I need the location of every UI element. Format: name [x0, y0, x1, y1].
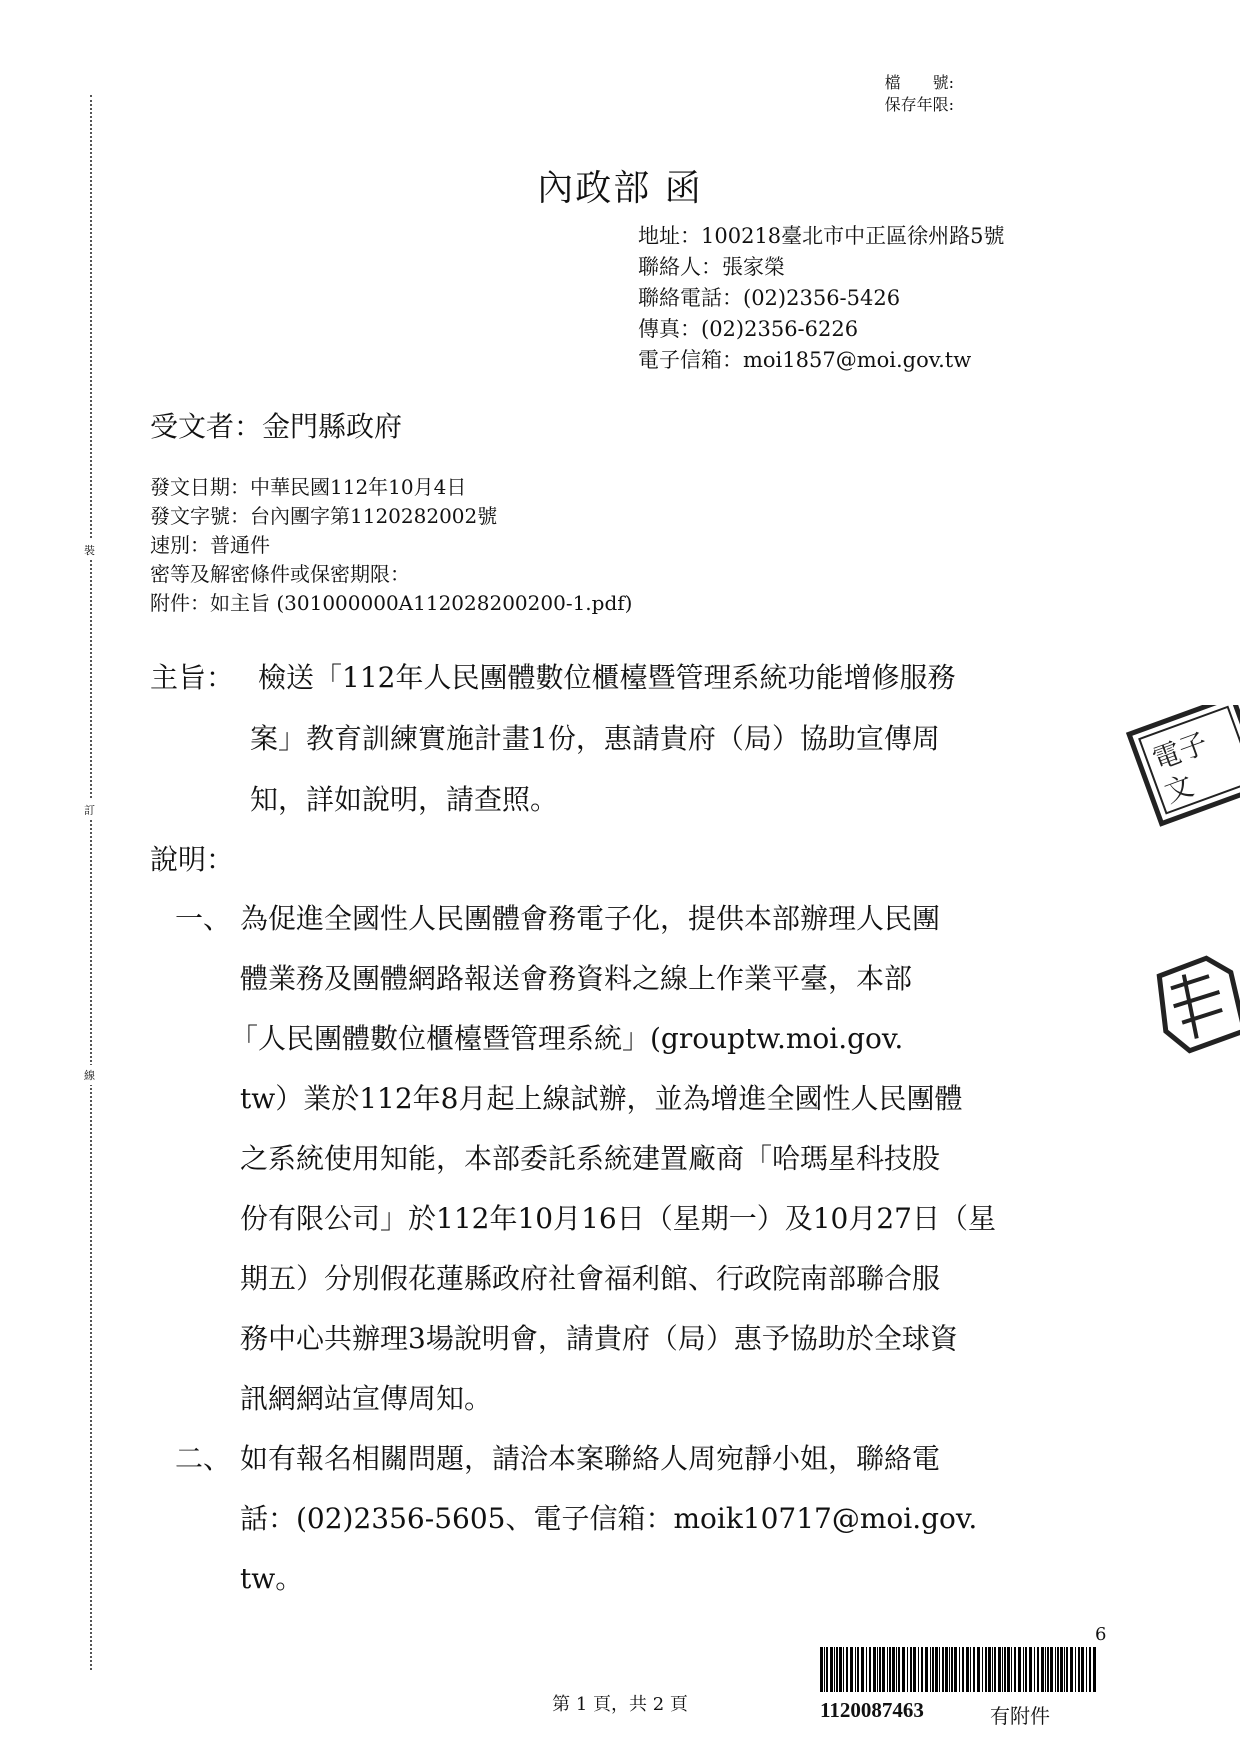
barcode-bar: [869, 1647, 871, 1692]
barcode-bar: [1050, 1647, 1053, 1692]
item-line: 務中心共辦理3場說明會，請貴府（局）惠予協助於全球資: [240, 1322, 958, 1355]
item-line: 之系統使用知能，本部委託系統建置廠商「哈瑪星科技股: [240, 1142, 941, 1175]
barcode-bar: [857, 1647, 859, 1692]
document-title: 內政部 函: [537, 168, 703, 209]
barcode-bar: [855, 1647, 856, 1692]
item-number: 二、: [175, 1442, 232, 1475]
barcode-bar: [882, 1647, 885, 1692]
barcode-bar: [988, 1647, 991, 1692]
barcode-bar: [1089, 1647, 1091, 1692]
subject-line: 檢送「112年人民團體數位櫃檯暨管理系統功能增修服務: [258, 661, 956, 694]
barcode-bar: [820, 1647, 823, 1692]
contact-email: 電子信箱：moi1857@moi.gov.tw: [638, 348, 972, 372]
barcode-bar: [966, 1647, 969, 1692]
barcode-bar: [1057, 1647, 1059, 1692]
item-line: 話：(02)2356-5605、電子信箱：moik10717@moi.gov.: [240, 1502, 978, 1535]
attachment-flag: 有附件: [990, 1704, 1050, 1728]
barcode-bar: [1064, 1647, 1065, 1692]
subject-line: 案」教育訓練實施計畫1份，惠請貴府（局）協助宣傳周: [250, 722, 940, 755]
item-line: tw）業於112年8月起上線試辦，並為增進全國性人民團體: [240, 1082, 963, 1115]
barcode-bar: [887, 1647, 888, 1692]
barcode-bar: [1047, 1647, 1049, 1692]
issue-date: 發文日期：中華民國112年10月4日: [150, 475, 467, 499]
barcode-bar: [977, 1647, 980, 1692]
barcode-bar: [839, 1647, 842, 1692]
barcode-bar: [834, 1647, 835, 1692]
item-line: 如有報名相關問題，請洽本案聯絡人周宛靜小姐，聯絡電: [240, 1442, 941, 1475]
barcode-bar: [826, 1647, 828, 1692]
item-line: 期五）分別假花蓮縣政府社會福利館、行政院南部聯合服: [240, 1262, 941, 1295]
binding-margin-line: [90, 95, 92, 1670]
barcode-bar: [925, 1647, 928, 1692]
seal-fragment-icon: [1148, 953, 1240, 1058]
page-number: 第 1 頁，共 2 頁: [552, 1694, 688, 1715]
barcode-bar: [1004, 1647, 1006, 1692]
item-line: 訊網網站宣傳周知。: [240, 1382, 493, 1415]
svg-text:文: 文: [1160, 768, 1198, 810]
barcode-bar: [889, 1647, 891, 1692]
barcode-bar: [945, 1647, 948, 1692]
secrecy-level: 密等及解密條件或保密期限：: [150, 562, 410, 586]
barcode-bar: [918, 1647, 919, 1692]
barcode-bar: [836, 1647, 838, 1692]
document-number: 發文字號：台內團字第1120282002號: [150, 504, 498, 528]
barcode-bar: [930, 1647, 931, 1692]
barcode-bar: [879, 1647, 881, 1692]
barcode-bar: [970, 1647, 971, 1692]
barcode-bar: [1081, 1647, 1084, 1692]
barcode-bar: [843, 1647, 844, 1692]
item-line: 體業務及團體網路報送會務資料之線上作業平臺，本部: [240, 962, 913, 995]
barcode-bar: [935, 1647, 938, 1692]
contact-address: 地址：100218臺北市中正區徐州路5號: [638, 224, 1005, 248]
barcode-bar: [846, 1647, 848, 1692]
electronic-exchange-stamp-icon: [1125, 705, 1240, 830]
barcode-bar: [877, 1647, 878, 1692]
barcode-bar: [1007, 1647, 1010, 1692]
barcode-bar: [902, 1647, 905, 1692]
barcode-bar: [1075, 1647, 1076, 1692]
barcode-bar: [1025, 1647, 1027, 1692]
barcode-bar: [1066, 1647, 1068, 1692]
barcode-bar: [1011, 1647, 1012, 1692]
barcode-bar: [949, 1647, 950, 1692]
item-line: 為促進全國性人民團體會務電子化，提供本部辦理人民團: [240, 902, 941, 935]
barcode-bar: [861, 1647, 864, 1692]
attachment-info: 附件：如主旨 (301000000A112028200200-1.pdf): [150, 591, 633, 615]
contact-block: [638, 221, 1005, 376]
barcode-bar: [1002, 1647, 1003, 1692]
barcode-bar: [1023, 1647, 1024, 1692]
barcode-bar: [1045, 1647, 1046, 1692]
barcode-bar: [824, 1647, 825, 1692]
file-info: [885, 72, 954, 116]
contact-person: 聯絡人：張家榮: [638, 255, 785, 279]
barcode-bar: [896, 1647, 897, 1692]
barcode-bar: [850, 1647, 853, 1692]
barcode-number: 1120087463: [820, 1698, 924, 1722]
file-number-label: 檔 號:: [884, 73, 954, 92]
item-line: tw。: [240, 1562, 304, 1595]
barcode-bar: [921, 1647, 923, 1692]
recipient: 受文者：金門縣政府: [150, 410, 403, 443]
barcode-bar: [932, 1647, 934, 1692]
barcode-bar: [973, 1647, 975, 1692]
delivery-speed: 速別：普通件: [150, 533, 270, 557]
contact-phone: 聯絡電話：(02)2356-5426: [638, 286, 901, 310]
barcode-bar: [1055, 1647, 1056, 1692]
barcode-icon: [820, 1647, 1100, 1692]
barcode-bar: [1034, 1647, 1035, 1692]
barcode-bar: [830, 1647, 833, 1692]
binding-mark-xian: 線: [84, 1065, 95, 1085]
barcode-bar: [866, 1647, 867, 1692]
barcode-bar: [951, 1647, 953, 1692]
barcode-bar: [982, 1647, 983, 1692]
barcode-bar: [1093, 1647, 1096, 1692]
barcode-bar: [959, 1647, 960, 1692]
retention-label: 保存年限:: [884, 95, 954, 114]
barcode-bar: [1041, 1647, 1044, 1692]
item-line: 份有限公司」於112年10月16日（星期一）及10月27日（星: [240, 1202, 996, 1235]
binding-mark-zhuang: 裝: [84, 540, 95, 560]
subject-line: 知，詳如說明，請查照。: [250, 783, 559, 816]
barcode-bar: [992, 1647, 993, 1692]
barcode-bar: [1018, 1647, 1021, 1692]
barcode-bar: [1014, 1647, 1016, 1692]
item-line: 「人民團體數位櫃檯暨管理系統」(grouptw.moi.gov.: [230, 1022, 904, 1055]
barcode-bar: [910, 1647, 912, 1692]
barcode-bar: [873, 1647, 876, 1692]
item-number: 一、: [175, 902, 232, 935]
barcode-bar: [985, 1647, 987, 1692]
barcode-bar: [962, 1647, 964, 1692]
subject-label: 主旨：: [150, 661, 235, 694]
barcode-bar: [998, 1647, 1001, 1692]
barcode-bar: [994, 1647, 996, 1692]
barcode-bar: [892, 1647, 895, 1692]
issuance-meta: [150, 473, 632, 618]
barcode-bar: [939, 1647, 940, 1692]
barcode-bar: [1037, 1647, 1039, 1692]
barcode-bar: [1086, 1647, 1087, 1692]
barcode-bar: [907, 1647, 908, 1692]
barcode-bar: [1070, 1647, 1073, 1692]
barcode-bar: [913, 1647, 916, 1692]
barcode-bar: [1060, 1647, 1063, 1692]
barcode-bar: [954, 1647, 957, 1692]
svg-text:電子: 電子: [1148, 726, 1213, 777]
barcode-bar: [898, 1647, 900, 1692]
barcode-bar: [1029, 1647, 1032, 1692]
binding-mark-ding: 訂: [84, 800, 95, 820]
contact-fax: 傳真：(02)2356-6226: [638, 317, 859, 341]
corner-number: 6: [1095, 1624, 1107, 1645]
description-label: 說明：: [150, 843, 235, 876]
barcode-bar: [1078, 1647, 1080, 1692]
barcode-bar: [942, 1647, 944, 1692]
